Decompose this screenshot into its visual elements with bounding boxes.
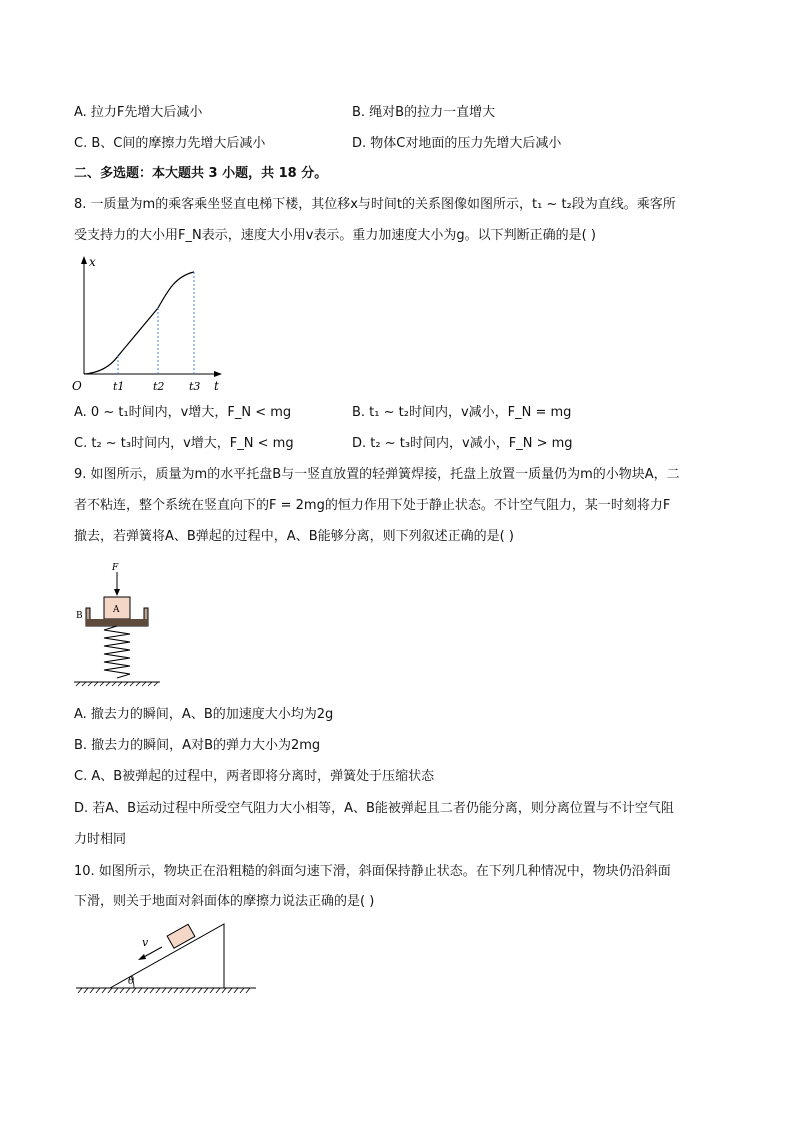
q9-force-label: F xyxy=(112,563,119,573)
q9-option-a[interactable]: A. 撤去力的瞬间，A、B的加速度大小均为2g xyxy=(74,707,334,722)
section-heading: 二、多选题：本大题共 3 小题，共 18 分。 xyxy=(74,166,328,181)
q9-tray-label: B xyxy=(76,611,83,621)
q8-option-a[interactable]: A. 0 ~ t₁时间内，v增大，F_N < mg xyxy=(74,405,292,420)
q10-incline-figure xyxy=(70,918,260,998)
graph-x-label: t xyxy=(214,379,219,393)
q7-option-b[interactable]: B. 绳对B的拉力一直增大 xyxy=(352,105,496,120)
graph-t3-label: t3 xyxy=(189,380,201,393)
q8-stem-line1: 8. 一质量为m的乘客乘坐竖直电梯下楼，其位移x与时间t的关系图像如图所示，t₁ ~ t₂段为直线。乘客所 xyxy=(74,197,676,212)
q9-block-label: A xyxy=(113,605,120,615)
q7-option-d[interactable]: D. 物体C对地面的压力先增大后减小 xyxy=(352,136,562,151)
graph-t1-label: t1 xyxy=(113,380,125,393)
q9-spring-tray-figure xyxy=(68,560,168,690)
q8-option-d[interactable]: D. t₂ ~ t₃时间内，v减小，F_N > mg xyxy=(352,436,573,451)
q9-stem-line2: 者不粘连，整个系统在竖直向下的F = 2mg的恒力作用下处于静止状态。不计空气阻力，某一时刻将力F xyxy=(74,498,671,513)
q7-option-c[interactable]: C. B、C间的摩擦力先增大后减小 xyxy=(74,136,266,151)
q10-stem-line1: 10. 如图所示，物块正在沿粗糙的斜面匀速下滑，斜面保持静止状态。在下列几种情况中，物块仍沿斜面 xyxy=(74,864,671,879)
q7-option-a[interactable]: A. 拉力F先增大后减小 xyxy=(74,105,203,120)
q9-stem-line1: 9. 如图所示，质量为m的水平托盘B与一竖直放置的轻弹簧焊接，托盘上放置一质量仍为m的小物块A，二 xyxy=(74,467,680,482)
q8-option-c[interactable]: C. t₂ ~ t₃时间内，v增大，F_N < mg xyxy=(74,436,294,451)
q9-option-d-cont: 力时相同 xyxy=(74,832,127,847)
q10-angle-label: θ xyxy=(128,976,135,987)
graph-y-label: x xyxy=(89,255,96,269)
graph-origin-label: O xyxy=(72,379,82,393)
q9-option-d[interactable]: D. 若A、B运动过程中所受空气阻力大小相等，A、B能被弹起且二者仍能分离，则分离位置与不计空气阻 xyxy=(74,801,674,816)
q8-stem-line2: 受支持力的大小用F_N表示，速度大小用v表示。重力加速度大小为g。以下判断正确的是( ) xyxy=(74,228,596,243)
q9-option-c[interactable]: C. A、B被弹起的过程中，两者即将分离时，弹簧处于压缩状态 xyxy=(74,769,435,784)
graph-t2-label: t2 xyxy=(153,380,165,393)
q10-stem-line2: 下滑，则关于地面对斜面体的摩擦力说法正确的是( ) xyxy=(74,894,375,909)
q8-displacement-time-graph xyxy=(68,252,230,394)
q9-stem-line3: 撤去，若弹簧将A、B弹起的过程中，A、B能够分离，则下列叙述正确的是( ) xyxy=(74,529,514,544)
q9-option-b[interactable]: B. 撤去力的瞬间，A对B的弹力大小为2mg xyxy=(74,738,321,753)
q8-option-b[interactable]: B. t₁ ~ t₂时间内，v减小，F_N = mg xyxy=(352,405,572,420)
q10-velocity-label: v xyxy=(142,936,149,949)
